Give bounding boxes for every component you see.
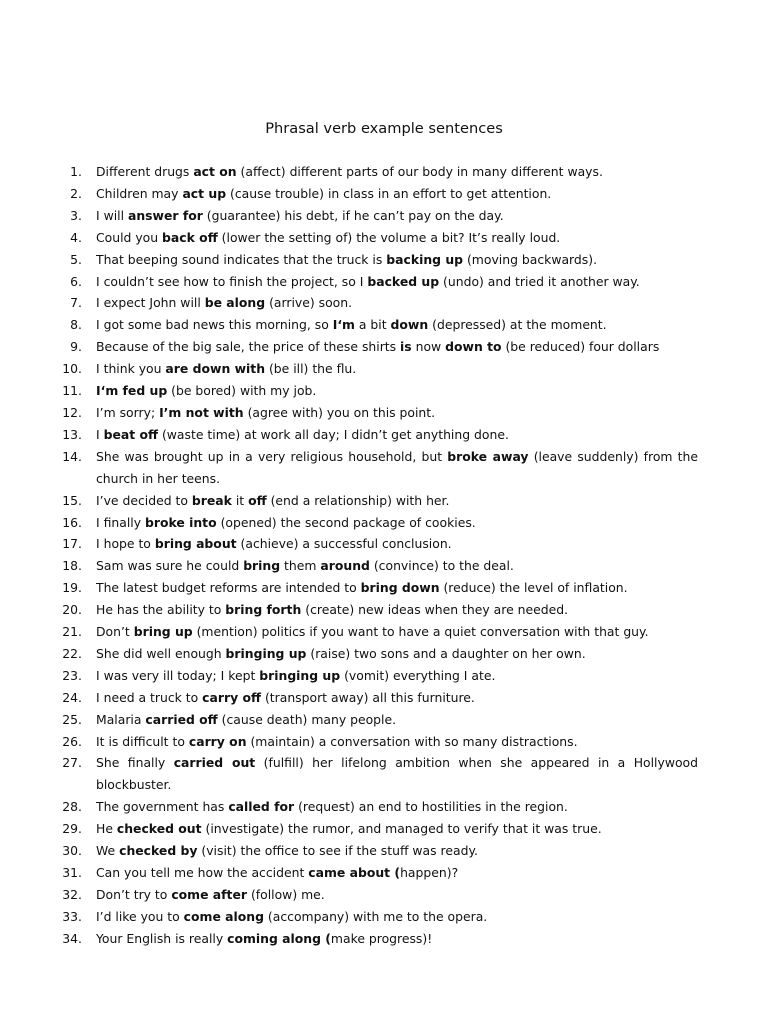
sentence-item xyxy=(0,665,698,687)
sentence-segment: (opened) the second package of cookies. xyxy=(216,514,476,530)
phrasal-verb: beat off xyxy=(103,426,159,442)
sentence-text xyxy=(96,274,640,289)
phrasal-verb: broke away xyxy=(447,448,529,464)
sentence-number: 3. xyxy=(70,207,82,223)
phrasal-verb: coming along ( xyxy=(227,930,331,946)
sentence-number: 5. xyxy=(70,251,82,267)
sentence-segment: make progress)! xyxy=(330,930,433,946)
sentence-number: 34. xyxy=(62,930,82,946)
sentence-text xyxy=(96,931,432,946)
sentence-item xyxy=(0,621,698,643)
sentence-item xyxy=(0,490,698,512)
sentence-item xyxy=(0,249,698,271)
sentence-number: 1. xyxy=(70,164,82,179)
sentence-number: 26. xyxy=(62,733,82,749)
phrasal-verb: checked out xyxy=(116,821,202,837)
sentence-text xyxy=(96,405,435,420)
sentence-segment: (investigate) the rumor, and managed to verify that it was true. xyxy=(201,821,602,837)
sentence-number: 22. xyxy=(62,645,82,661)
sentence-number: 11. xyxy=(62,383,82,399)
sentence-item xyxy=(0,446,698,490)
sentence-segment: (depressed) at the moment. xyxy=(428,317,607,333)
sentence-segment: (arrive) soon. xyxy=(265,295,353,311)
sentence-number: 16. xyxy=(62,514,82,530)
sentence-number: 25. xyxy=(62,711,82,727)
sentence-text xyxy=(96,164,603,179)
sentence-item xyxy=(0,928,698,950)
sentence-segment: (raise) two sons and a daughter on her own. xyxy=(306,645,586,661)
sentence-segment: Can you tell me how the accident xyxy=(96,865,309,880)
phrasal-verb: is xyxy=(400,339,412,355)
sentence-item xyxy=(0,818,698,840)
sentence-segment: The government has xyxy=(96,799,229,815)
sentence-segment: (create) new ideas when they are needed. xyxy=(301,602,569,618)
sentence-segment: I got some bad news this morning, so xyxy=(96,317,333,333)
sentence-item xyxy=(0,533,698,555)
sentence-number: 24. xyxy=(62,689,82,705)
sentence-segment: (undo) and tried it another way. xyxy=(439,273,640,289)
sentence-text xyxy=(96,230,560,245)
phrasal-verb: be along xyxy=(204,295,266,311)
sentence-text xyxy=(96,690,475,705)
sentence-segment: I expect John will xyxy=(96,295,205,311)
phrasal-verb: around xyxy=(320,558,370,574)
sentence-segment: She finally xyxy=(96,755,174,771)
sentence-item xyxy=(0,709,698,731)
sentence-number: 33. xyxy=(62,908,82,924)
sentence-text xyxy=(96,186,551,201)
sentence-item xyxy=(0,687,698,709)
sentence-text xyxy=(96,295,352,310)
sentence-item xyxy=(0,512,698,534)
phrasal-verb: I‘m fed up xyxy=(96,383,168,399)
sentence-text xyxy=(96,383,316,398)
sentence-segment: (reduce) the level of inflation. xyxy=(439,580,628,596)
sentence-item xyxy=(0,906,698,928)
sentence-number: 20. xyxy=(62,602,82,618)
phrasal-verb: backing up xyxy=(386,251,464,267)
sentence-number: 31. xyxy=(62,865,82,880)
sentence-item xyxy=(0,161,698,183)
phrasal-verb: called for xyxy=(228,799,295,815)
phrasal-verb: down to xyxy=(445,339,502,355)
sentence-segment: (moving backwards). xyxy=(463,251,598,267)
sentence-number: 9. xyxy=(70,339,82,355)
sentence-segment: (cause trouble) in class in an effort to get attention. xyxy=(226,185,552,201)
phrasal-verb: bring forth xyxy=(225,602,302,618)
phrasal-verb: broke into xyxy=(145,514,217,530)
phrasal-verb: backed up xyxy=(367,273,440,289)
sentence-segment: (lower the setting of) the volume a bit? It’s really loud. xyxy=(217,229,561,245)
phrasal-verb: bring up xyxy=(133,624,193,640)
sentence-item xyxy=(0,227,698,249)
sentence-segment: The latest budget reforms are intended to xyxy=(96,580,361,596)
sentence-segment: Malaria xyxy=(96,711,146,727)
sentence-text xyxy=(96,668,495,683)
sentence-text xyxy=(96,821,602,836)
sentence-text xyxy=(96,515,476,530)
sentence-segment: Your English is really xyxy=(96,930,228,946)
sentence-item xyxy=(0,643,698,665)
phrasal-verb: are down with xyxy=(165,361,266,377)
sentence-text xyxy=(96,799,568,814)
sentence-item xyxy=(0,577,698,599)
sentence-number: 6. xyxy=(70,273,82,289)
sentence-segment: now xyxy=(411,339,446,355)
sentence-segment: I need a truck to xyxy=(96,689,203,705)
phrasal-verb: carry off xyxy=(202,689,262,705)
sentence-item xyxy=(0,599,698,621)
sentence-item xyxy=(0,314,698,336)
sentence-segment: (fulfill) her lifelong ambition when she appeared in a Hollywood blockbuster. xyxy=(96,755,698,793)
sentence-item xyxy=(0,555,698,577)
sentence-segment: (guarantee) his debt, if he can’t pay on the day. xyxy=(202,207,504,223)
sentence-text xyxy=(96,865,458,880)
sentence-text xyxy=(96,887,325,902)
sentence-item xyxy=(0,380,698,402)
phrasal-verb: down xyxy=(390,317,429,333)
sentence-item xyxy=(0,292,698,314)
sentence-segment: happen)? xyxy=(400,865,459,880)
sentence-segment: We xyxy=(96,843,120,859)
sentence-segment: (request) an end to hostilities in the region. xyxy=(294,799,568,815)
sentence-segment: (follow) me. xyxy=(247,886,325,902)
sentence-segment: (maintain) a conversation with so many distractions. xyxy=(246,733,578,749)
phrasal-verb: carry on xyxy=(188,733,247,749)
phrasal-verb: bringing up xyxy=(225,645,307,661)
sentence-item xyxy=(0,862,698,884)
sentence-segment: It is difficult to xyxy=(96,733,189,749)
sentence-segment: Different drugs xyxy=(96,164,194,179)
sentence-item xyxy=(0,731,698,753)
sentence-segment: I’d like you to xyxy=(96,908,184,924)
phrasal-verb: I‘m xyxy=(332,317,355,333)
sentence-segment: I was very ill today; I kept xyxy=(96,667,260,683)
phrasal-verb: I’m not with xyxy=(159,404,244,420)
phrasal-verb: carried out xyxy=(173,755,256,771)
sentence-segment: I think you xyxy=(96,361,166,377)
page-title: Phrasal verb example sentences xyxy=(265,120,503,137)
sentence-segment: She was brought up in a very religious household, but xyxy=(96,448,448,464)
sentence-item xyxy=(0,796,698,818)
phrasal-verb: act on xyxy=(193,164,237,179)
phrasal-verb: come after xyxy=(171,886,247,902)
sentence-text xyxy=(96,252,597,267)
phrasal-verb: came about ( xyxy=(308,865,401,880)
sentence-number: 14. xyxy=(62,448,82,464)
sentence-segment: (transport away) all this furniture. xyxy=(261,689,475,705)
phrasal-verb: checked by xyxy=(119,843,198,859)
sentence-segment: (visit) the office to see if the stuff was ready. xyxy=(197,843,478,859)
sentence-number: 7. xyxy=(70,295,82,311)
sentence-segment: That beeping sound indicates that the truck is xyxy=(96,251,387,267)
sentence-segment: (affect) different parts of our body in many different ways. xyxy=(236,164,603,179)
sentence-segment: (end a relationship) with her. xyxy=(266,492,450,508)
sentence-segment: (mention) politics if you want to have a quiet conversation with that guy. xyxy=(192,624,649,640)
sentence-segment: it xyxy=(231,492,249,508)
sentence-segment: I hope to xyxy=(96,536,155,552)
sentence-segment: He xyxy=(96,821,117,837)
sentence-text xyxy=(96,843,478,858)
phrasal-verb: answer for xyxy=(128,207,203,223)
sentence-text xyxy=(96,536,452,551)
sentence-item xyxy=(0,402,698,424)
sentence-text xyxy=(96,909,487,924)
sentence-number: 28. xyxy=(62,799,82,815)
phrasal-verb: bring xyxy=(243,558,281,574)
sentence-text xyxy=(96,602,568,617)
sentence-segment: I will xyxy=(96,207,128,223)
sentence-segment: Children may xyxy=(96,185,183,201)
sentence-segment: (vomit) everything I ate. xyxy=(340,667,496,683)
phrasal-verb: back off xyxy=(162,229,218,245)
sentence-number: 15. xyxy=(62,492,82,508)
sentence-text xyxy=(96,624,649,639)
sentence-segment: Because of the big sale, the price of these shirts xyxy=(96,339,401,355)
sentence-text xyxy=(96,493,449,508)
sentence-segment: (agree with) you on this point. xyxy=(243,404,436,420)
phrasal-verb: break xyxy=(191,492,232,508)
sentence-segment: them xyxy=(280,558,321,574)
sentence-number: 4. xyxy=(70,229,82,245)
sentence-segment: Don’t try to xyxy=(96,886,172,902)
sentence-segment: (convince) to the deal. xyxy=(369,558,514,574)
sentence-number: 32. xyxy=(62,886,82,902)
sentence-number: 27. xyxy=(62,755,82,771)
sentence-segment: I couldn’t see how to finish the project, so I xyxy=(96,273,368,289)
sentence-segment: (achieve) a successful conclusion. xyxy=(236,536,452,552)
sentence-number: 23. xyxy=(62,667,82,683)
sentence-text xyxy=(96,646,586,661)
sentence-segment: Sam was sure he could xyxy=(96,558,244,574)
phrasal-verb: bring about xyxy=(154,536,237,552)
sentence-segment: I’m sorry; xyxy=(96,404,160,420)
sentence-number: 18. xyxy=(62,558,82,574)
sentence-segment: (be reduced) four dollars xyxy=(501,339,660,355)
sentence-text xyxy=(96,580,628,595)
phrasal-verb: bringing up xyxy=(259,667,341,683)
sentence-segment: (be ill) the flu. xyxy=(265,361,357,377)
sentence-text xyxy=(96,427,509,442)
sentence-segment: I’ve decided to xyxy=(96,492,192,508)
sentence-segment: (waste time) at work all day; I didn’t get anything done. xyxy=(158,426,509,442)
sentence-text xyxy=(96,755,698,792)
sentence-number: 12. xyxy=(62,404,82,420)
sentence-segment: (cause death) many people. xyxy=(217,711,397,727)
sentence-text xyxy=(96,339,659,354)
sentence-segment: She did well enough xyxy=(96,645,226,661)
sentence-number: 10. xyxy=(62,361,82,377)
sentence-text xyxy=(96,734,578,749)
sentence-segment: (be bored) with my job. xyxy=(167,383,317,399)
sentence-segment: He has the ability to xyxy=(96,602,226,618)
sentence-number: 29. xyxy=(62,821,82,837)
sentence-text xyxy=(96,449,698,486)
sentence-item xyxy=(0,424,698,446)
sentence-segment: Don’t xyxy=(96,624,134,640)
sentence-number: 17. xyxy=(62,536,82,552)
sentence-number: 8. xyxy=(70,317,82,333)
sentence-number: 13. xyxy=(62,426,82,442)
phrasal-verb: act up xyxy=(182,185,227,201)
phrasal-verb: carried off xyxy=(145,711,218,727)
sentence-item xyxy=(0,271,698,293)
sentence-item xyxy=(0,183,698,205)
sentence-item xyxy=(0,840,698,862)
sentence-segment: a bit xyxy=(354,317,391,333)
sentence-segment: I finally xyxy=(96,514,145,530)
sentence-text xyxy=(96,712,396,727)
sentence-text xyxy=(96,558,514,573)
phrasal-verb: bring down xyxy=(360,580,440,596)
sentence-item xyxy=(0,336,698,358)
sentence-list xyxy=(0,161,698,950)
sentence-text xyxy=(96,208,504,223)
sentence-number: 21. xyxy=(62,624,82,640)
sentence-item xyxy=(0,358,698,380)
sentence-item xyxy=(0,884,698,906)
phrasal-verb: off xyxy=(248,492,267,508)
sentence-segment: Could you xyxy=(96,229,163,245)
sentence-item xyxy=(0,205,698,227)
sentence-number: 30. xyxy=(62,843,82,859)
sentence-segment: (leave suddenly) from the church in her teens. xyxy=(96,448,699,486)
sentence-number: 2. xyxy=(70,185,82,201)
phrasal-verb: come along xyxy=(183,908,264,924)
sentence-item xyxy=(0,752,698,796)
sentence-number: 19. xyxy=(62,580,82,596)
sentence-segment: (accompany) with me to the opera. xyxy=(263,908,488,924)
sentence-text xyxy=(96,317,607,332)
sentence-text xyxy=(96,361,356,376)
sentence-segment: I xyxy=(96,426,104,442)
